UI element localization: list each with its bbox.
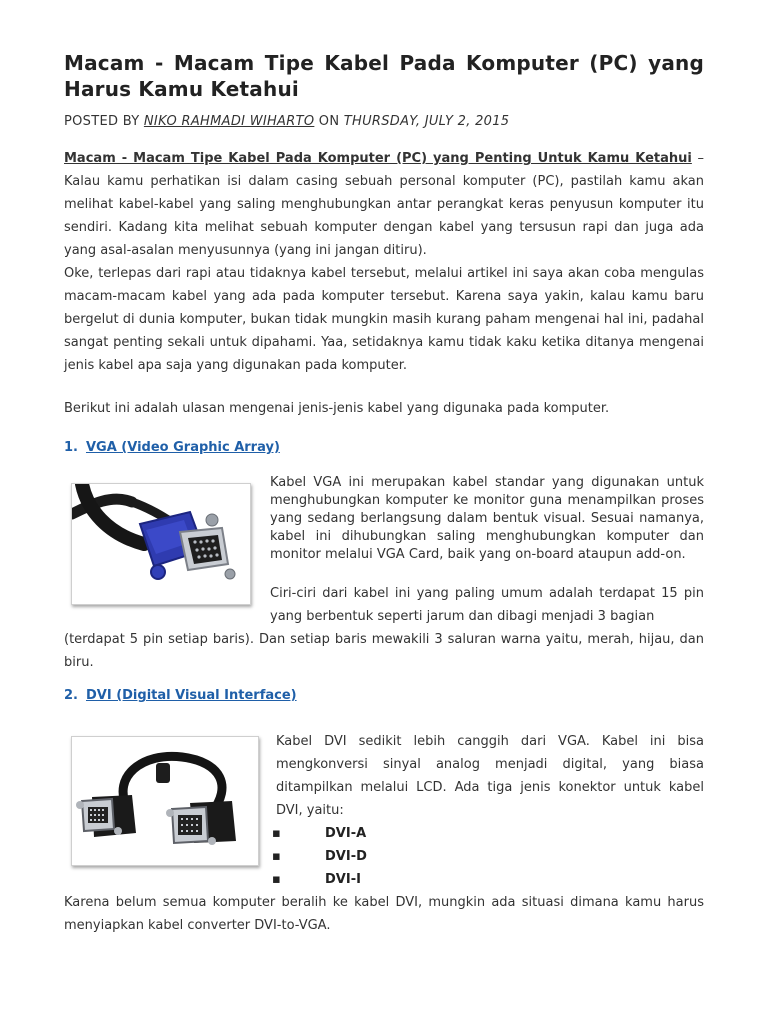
post-meta [64, 114, 509, 129]
list-item [270, 868, 367, 891]
paragraph-2: Oke, terlepas dari rapi atau tidaknya kabel tersebut, melalui artikel ini saya akan coba mengulas macam-macam kabel yang ada pada komputer tersebut. Karena saya yakin, kalau kamu baru bergelut di dunia komputer, bukan tidak mungkin masih kurang paham mengenai hal ini, padahal sangat penting sekali untuk dipahami. Yaa, setidaknya kamu tidak kaku ketika ditanya mengenai jenis kabel apa saja yang digunakan pada komputer. [64, 266, 704, 373]
list-item-label: DVI-A [325, 826, 367, 841]
dvi-description: Kabel DVI sedikit lebih canggih dari VGA. Kabel ini bisa mengkonversi sinyal analog menjadi digital, yang biasa ditampilkan melalui LCD. Ada tiga jenis konektor untuk kabel DVI, yaitu: [276, 734, 704, 818]
post-date: THURSDAY, JULY 2, 2015 [343, 114, 510, 129]
list-item-label: DVI-D [325, 849, 367, 864]
list-item [270, 845, 367, 868]
intro-text: – Kalau kamu perhatikan isi dalam casing sebuah personal komputer (PC), pastilah kamu akan melihat kabel-kabel yang saling menghubungkan antar perangkat keras penyusun komputer itu sendiri. Kadang kita melihat sebuah komputer dengan kabel yang tersusun rapi dan juga ada yang asal-asalan menyusunnya (yang ini jangan ditiru). [64, 151, 704, 258]
vga-features-a: Ciri-ciri dari kabel ini yang paling umum adalah terdapat 15 pin yang berbentuk seperti jarum dan dibagi menjadi 3 bagian [270, 586, 704, 624]
list-item-label: DVI-I [325, 872, 361, 887]
vga-link[interactable]: VGA (Video Graphic Array) [85, 440, 280, 455]
article-title: Macam - Macam Tipe Kabel Pada Komputer (PC) yang Harus Kamu Ketahui [64, 51, 704, 101]
on-label: ON [314, 114, 344, 129]
intro-link[interactable]: Macam - Macam Tipe Kabel Pada Komputer (PC) yang Penting Untuk Kamu Ketahui [64, 151, 692, 166]
bullet-icon: ▪ [272, 826, 281, 841]
section-heading-vga [64, 440, 280, 455]
section-number: 1. [64, 440, 78, 455]
posted-by-label: POSTED BY [64, 114, 144, 129]
section-number: 2. [64, 688, 78, 703]
author-link[interactable]: NIKO RAHMADI WIHARTO [143, 114, 315, 129]
bullet-icon: ▪ [272, 872, 281, 887]
paragraph-3: Berikut ini adalah ulasan mengenai jenis-jenis kabel yang digunaka pada komputer. [64, 401, 610, 416]
vga-cable-illustration [72, 484, 250, 604]
dvi-cable-illustration [72, 737, 258, 865]
dvi-cable-image [71, 736, 259, 866]
vga-features-b: (terdapat 5 pin setiap baris). Dan setiap baris mewakili 3 saluran warna yaitu, merah, hijau, dan biru. [64, 632, 704, 670]
dvi-link[interactable]: DVI (Digital Visual Interface) [85, 688, 297, 703]
bullet-icon: ▪ [272, 849, 281, 864]
list-item [270, 822, 367, 845]
vga-description: Kabel VGA ini merupakan kabel standar yang digunakan untuk menghubungkan komputer ke monitor guna menampilkan proses yang sedang berlangsung dalam bentuk visual. Sesuai namanya, kabel ini dihubungkan saling menghubungkan komputer dan monitor melalui VGA Card, baik yang on-board ataupun add-on. [270, 475, 704, 562]
intro-paragraph [64, 147, 704, 262]
vga-cable-image [71, 483, 251, 605]
dvi-closing: Karena belum semua komputer beralih ke kabel DVI, mungkin ada situasi dimana kamu harus menyiapkan kabel converter DVI-to-VGA. [64, 895, 704, 933]
dvi-connector-list [270, 822, 367, 891]
section-heading-dvi [64, 688, 297, 703]
